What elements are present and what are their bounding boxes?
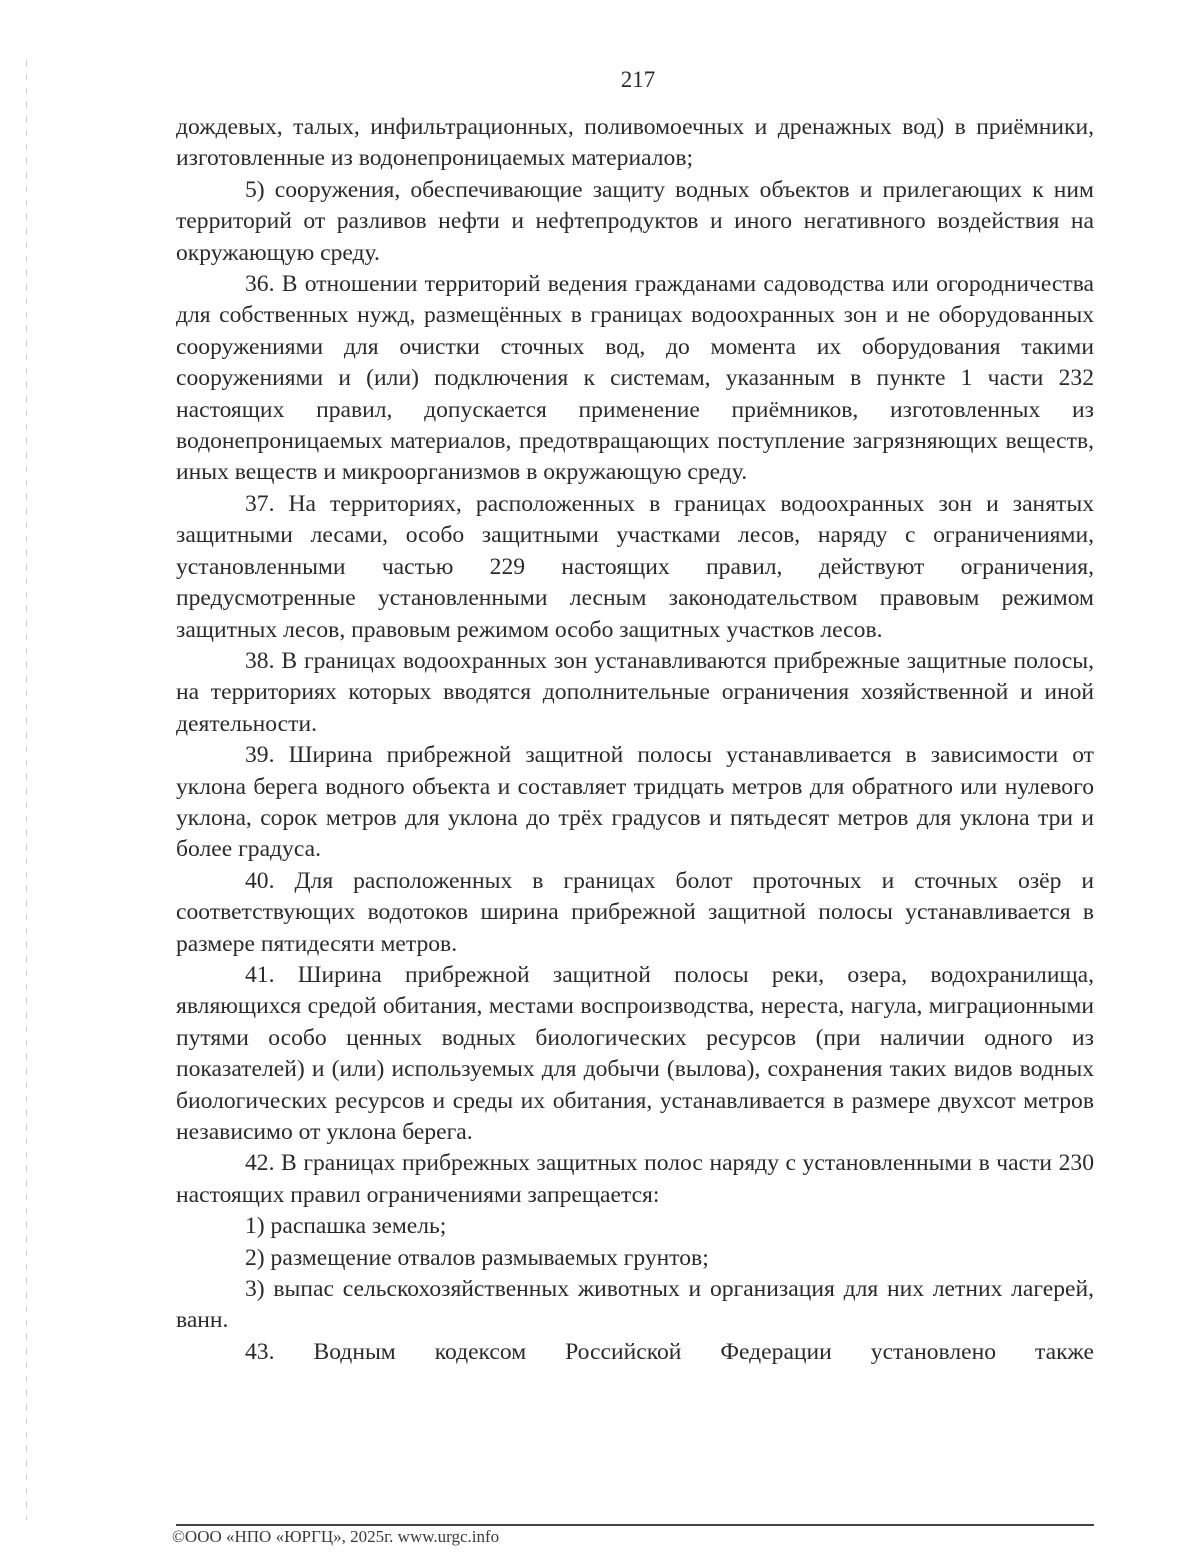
paragraph-continuation: дождевых, талых, инфильтрационных, поливомоечных и дренажных вод) в приёмники, изготовленные из водонепроницаемых материалов; (176, 114, 1094, 172)
scan-edge-mark (26, 60, 27, 1520)
footer-copyright: ©ООО «НПО «ЮРГЦ», 2025г. www.urgc.info (172, 1527, 500, 1546)
list-item-3: 3) выпас сельскохозяйственных животных и организация для них летних лагерей, ванн. (176, 1276, 1094, 1334)
footer-divider (176, 1524, 1094, 1526)
document-body (176, 112, 1094, 1368)
list-item-1: 1) распашка земель; (245, 1213, 447, 1240)
page-number: 217 (620, 67, 656, 92)
clause-42: 42. В границах прибрежных защитных полос наряду с установленными в части 230 настоящих правил ограничениями запрещается: (176, 1150, 1094, 1208)
clause-36: 36. В отношении территорий ведения гражданами садоводства или огородничества для собственных нужд, размещённых в границах водоохранных зон и не оборудованных сооружениями для очистки сточных вод, до момента их оборудования такими сооружениями и (или) подключения к системам, указанным в пункте 1 части 232 настоящих правил, допускается применение приёмников, изготовленных из водонепроницаемых материалов, предотвращающих поступление загрязняющих веществ, иных веществ и микроорганизмов в окружающую среду. (176, 271, 1094, 486)
list-item-5: 5) сооружения, обеспечивающие защиту водных объектов и прилегающих к ним территорий от разливов нефти и нефтепродуктов и иного негативного воздействия на окружающую среду. (176, 176, 1094, 266)
clause-39: 39. Ширина прибрежной защитной полосы устанавливается в зависимости от уклона берега водного объекта и составляет тридцать метров для обратного или нулевого уклона, сорок метров для уклона до трёх градусов и пятьдесят метров для уклона три и более градуса. (176, 742, 1094, 863)
clause-43: 43. Водным кодексом Российской Федерации установлено также (245, 1338, 1094, 1365)
clause-38: 38. В границах водоохранных зон устанавливаются прибрежные защитные полосы, на территориях которых вводятся дополнительные ограничения хозяйственной и иной деятельности. (176, 647, 1094, 737)
clause-40: 40. Для расположенных в границах болот проточных и сточных озёр и соответствующих водотоков ширина прибрежной защитной полосы устанавливается в размере пятидесяти метров. (176, 867, 1094, 957)
clause-37: 37. На территориях, расположенных в границах водоохранных зон и занятых защитными лесами, особо защитными участками лесов, наряду с ограничениями, установленными частью 229 настоящих правил, действуют ограничения, предусмотренные установленными лесным законодательством правовым режимом защитных лесов, правовым режимом особо защитных участков лесов. (176, 490, 1094, 643)
list-item-2: 2) размещение отвалов размываемых грунтов; (245, 1244, 709, 1271)
clause-41: 41. Ширина прибрежной защитной полосы реки, озера, водохранилища, являющихся средой обитания, местами воспроизводства, нереста, нагула, миграционными путями особо ценных водных биологических ресурсов (при наличии одного из показателей) и (или) используемых для добычи (вылова), сохранения таких видов водных биологических ресурсов и среды их обитания, устанавливается в размере двухсот метров независимо от уклона берега. (176, 961, 1094, 1145)
